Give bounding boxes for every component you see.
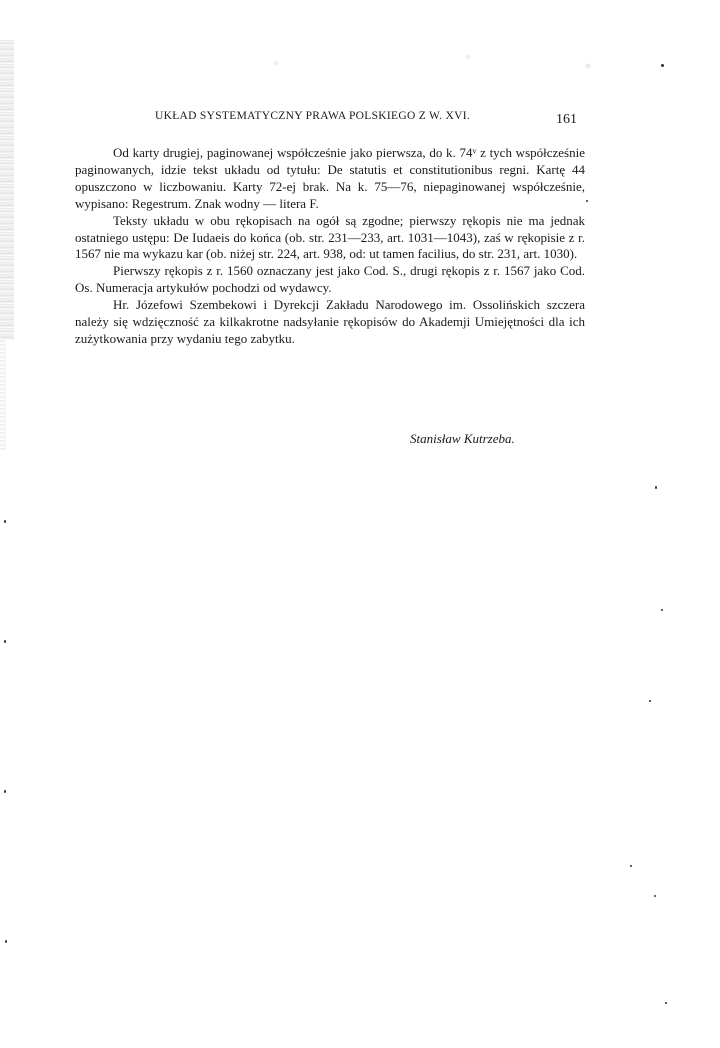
scan-speck (630, 865, 632, 867)
paragraph: Teksty układu w obu rękopisach na ogół są zgodne; pierwszy rękopis nie ma jednak ostatniego ustępu: De Iudaeis do końca (ob. str. 231—233, art. 1031—1043), zaś w rękopisie z r. 1567 nie ma wykazu kar (ob. niżej str. 224, art. 938, od: ut tamen facilius, do str. 231, art. 1030). (75, 212, 585, 262)
paragraph: Pierwszy rękopis z r. 1560 oznaczany jest jako Cod. S., drugi rękopis z r. 1567 jako Cod. Os. Numeracja artykułów pochodzi od wydawcy. (75, 263, 585, 296)
paragraph: Hr. Józefowi Szembekowi i Dyrekcji Zakładu Narodowego im. Ossolińskich szczera należy się wdzięczność za kilkakrotne nadsyłanie rękopisów do Akademji Umiejętności dla ich zużytkowania przy wydaniu tego zabytku. (75, 297, 585, 346)
scan-speck (665, 1002, 667, 1004)
body-text (75, 145, 585, 348)
page-number: 161 (556, 112, 577, 127)
paragraph: Od karty drugiej, paginowanej współcześnie jako pierwsza, do k. 74ᵛ z tych współcześnie paginowanych, idzie tekst układu od tytułu: De statutis et constitutionibus regni. Kartę 44 opuszczono w liczbowaniu. Karty 72-ej brak. Na k. 75—76, niepaginowanej współcześnie, wypisano: Regestrum. Znak wodny — litera F. (75, 145, 585, 211)
scan-speck (661, 64, 664, 67)
scan-speck (5, 940, 7, 943)
page-edge-shadow (0, 40, 14, 340)
author-signature: Stanisław Kutrzeba. (410, 431, 515, 446)
scan-noise (180, 48, 660, 78)
scan-speck (654, 895, 656, 897)
scan-speck (655, 486, 657, 489)
page-edge-shadow-lower (0, 340, 6, 450)
scan-speck (661, 609, 663, 611)
scan-speck (4, 520, 6, 523)
scan-speck (4, 790, 6, 793)
scan-speck (586, 200, 588, 202)
running-head: UKŁAD SYSTEMATYCZNY PRAWA POLSKIEGO Z W. XVI. (155, 110, 470, 122)
scan-speck (4, 640, 6, 643)
scan-speck (649, 700, 651, 702)
